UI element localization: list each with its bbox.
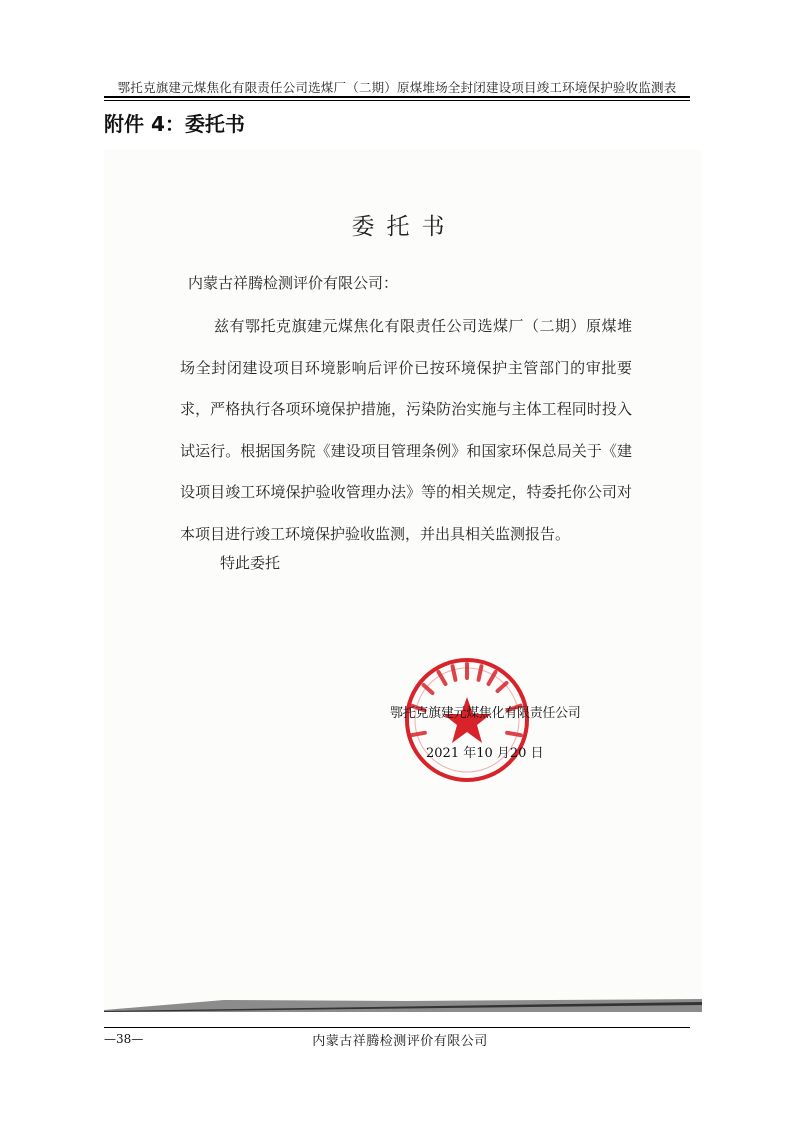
signature-date: 2021 年10 月20 日 <box>426 746 544 761</box>
page-number: —38— <box>104 1032 144 1046</box>
header-rule-thick <box>104 96 690 98</box>
header-rule-thin <box>104 100 690 101</box>
letter-title: 委托书 <box>351 214 457 240</box>
footer-rule <box>104 1027 690 1028</box>
running-header: 鄂托克旗建元煤焦化有限责任公司选煤厂（二期）原煤堆场全封闭建设项目竣工环境保护验收监测表 <box>117 80 677 95</box>
company-signature: 鄂托克旗建元煤焦化有限责任公司 <box>390 706 581 721</box>
letter-closing: 特此委托 <box>220 554 281 572</box>
scan-bottom-edge <box>104 996 702 1012</box>
letter-salutation: 内蒙古祥腾检测评价有限公司： <box>188 274 399 292</box>
scanned-letter <box>104 150 702 1012</box>
footer-company: 内蒙古祥腾检测评价有限公司 <box>312 1034 488 1049</box>
letter-body: 兹有鄂托克旗建元煤焦化有限责任公司选煤厂（二期）原煤堆场全封闭建设项目环境影响后评价已按环境保护主管部门的审批要求，严格执行各项环境保护措施，污染防治实施与主体工程同时投入试运行。根据国务院《建设项目管理条例》和国家环保总局关于《建设项目竣工环境保护验收管理办法》等的相关规定，特委托你公司对本项目进行竣工环境保护验收监测，并出具相关监测报告。 <box>180 317 632 543</box>
attachment-title: 附件 4：委托书 <box>104 112 245 136</box>
